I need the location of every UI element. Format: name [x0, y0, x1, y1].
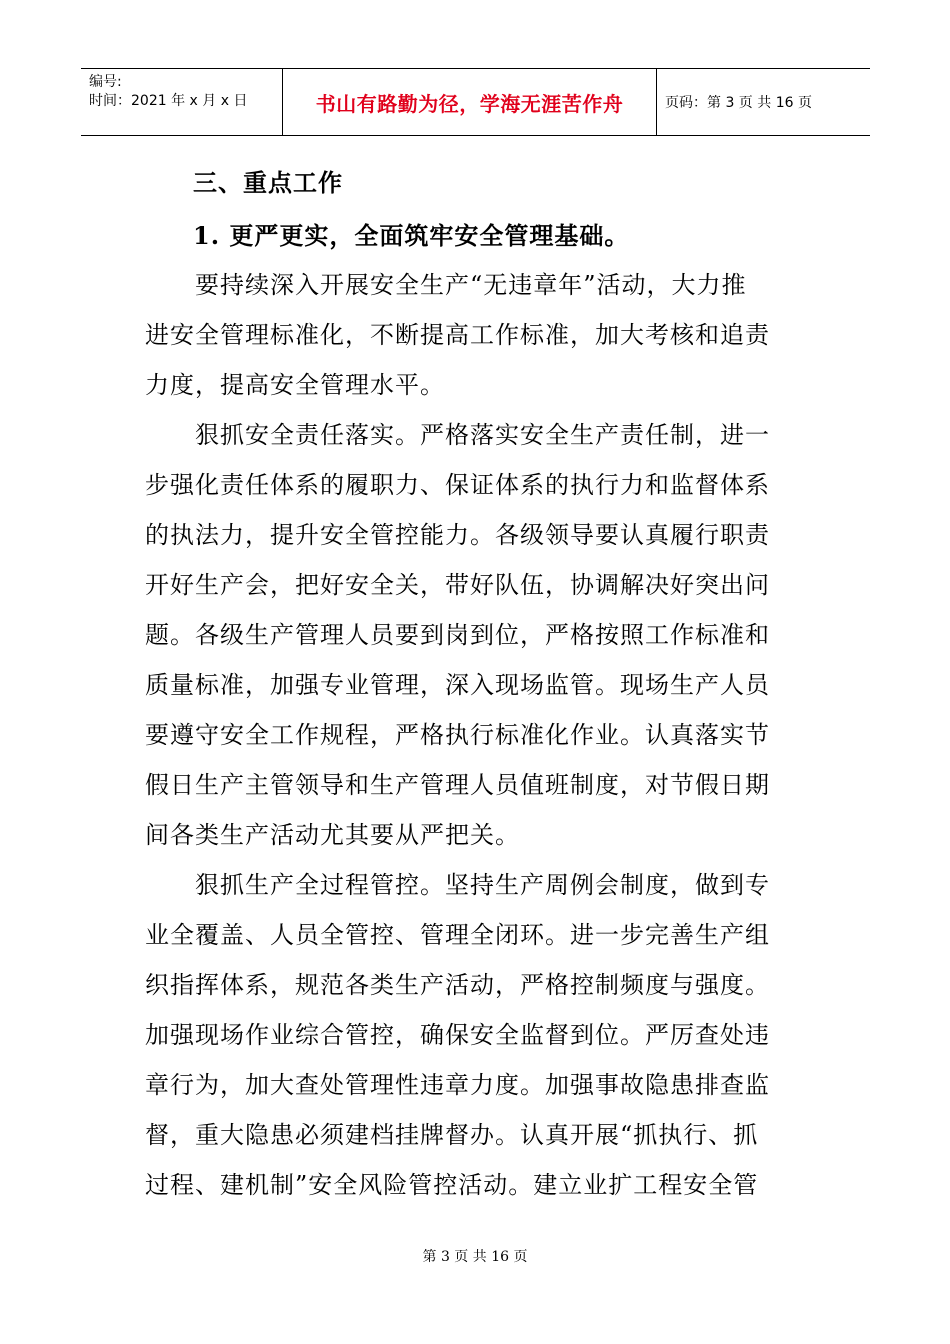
paragraph-line: 步强化责任体系的履职力、保证体系的执行力和监督体系	[145, 471, 770, 499]
paragraph-line: 狠抓安全责任落实。严格落实安全生产责任制，进一	[195, 421, 770, 449]
paragraph-line: 间各类生产活动尤其要从严把关。	[145, 821, 520, 849]
time-label: 时间：2021 年 x 月 x 日	[89, 93, 248, 109]
subsection-title: 1. 更严更实，全面筑牢安全管理基础。	[193, 221, 630, 250]
paragraph-line: 开好生产会，把好安全关，带好队伍，协调解决好突出问	[145, 571, 770, 599]
paragraph-line: 督，重大隐患必须建档挂牌督办。认真开展“抓执行、抓	[145, 1121, 759, 1149]
paragraph-line: 假日生产主管领导和生产管理人员值班制度，对节假日期	[145, 771, 770, 799]
paragraph-line: 要遵守安全工作规程，严格执行标准化作业。认真落实节	[145, 721, 770, 749]
paragraph-line: 要持续深入开展安全生产“无违章年”活动，大力推	[195, 271, 747, 299]
paragraph-line: 的执法力，提升安全管控能力。各级领导要认真履行职责	[145, 521, 770, 549]
paragraph-line: 狠抓生产全过程管控。坚持生产周例会制度，做到专	[195, 871, 770, 899]
header-meta	[81, 69, 282, 135]
paragraph-line: 力度，提高安全管理水平。	[145, 371, 445, 399]
paragraph-line: 进安全管理标准化，不断提高工作标准，加大考核和追责	[145, 321, 770, 349]
section-title: 三、重点工作	[193, 168, 343, 197]
paragraph-line: 加强现场作业综合管控，确保安全监督到位。严厉查处违	[145, 1021, 770, 1049]
paragraph-line: 织指挥体系，规范各类生产活动，严格控制频度与强度。	[145, 971, 770, 999]
paragraph-line: 题。各级生产管理人员要到岗到位，严格按照工作标准和	[145, 621, 770, 649]
paragraph-line: 质量标准，加强专业管理，深入现场监管。现场生产人员	[145, 671, 770, 699]
page-header	[81, 68, 870, 136]
page-footer: 第 3 页 共 16 页	[422, 1249, 528, 1265]
header-motto: 书山有路勤为径，学海无涯苦作舟	[282, 69, 657, 135]
paragraph-line: 业全覆盖、人员全管控、管理全闭环。进一步完善生产组	[145, 921, 770, 949]
header-page-code: 页码：第 3 页 共 16 页	[665, 95, 812, 111]
number-label: 编号:	[89, 74, 122, 90]
paragraph-line: 过程、建机制”安全风险管控活动。建立业扩工程安全管	[145, 1171, 759, 1199]
paragraph-line: 章行为，加大查处管理性违章力度。加强事故隐患排查监	[145, 1071, 770, 1099]
